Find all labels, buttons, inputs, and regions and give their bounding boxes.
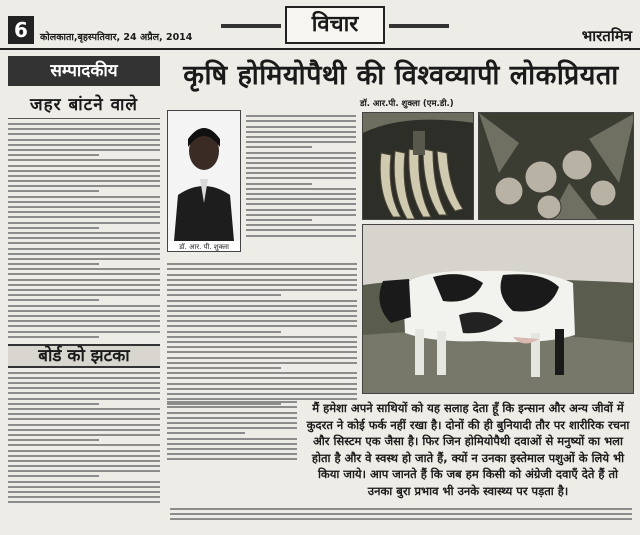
newspaper-brand: भारतमित्र bbox=[581, 27, 632, 45]
banana-photo bbox=[362, 112, 474, 220]
text-line bbox=[8, 248, 160, 250]
text-line bbox=[8, 403, 99, 405]
text-line bbox=[8, 263, 99, 265]
article-column-d bbox=[167, 398, 297, 463]
text-line bbox=[8, 180, 160, 182]
text-line bbox=[246, 177, 356, 179]
text-line bbox=[8, 284, 160, 286]
text-line bbox=[8, 325, 160, 327]
text-line bbox=[167, 274, 357, 276]
text-line bbox=[170, 513, 632, 515]
text-line bbox=[8, 475, 99, 477]
text-line bbox=[8, 413, 160, 415]
author-photo-caption: डॉ. आर. पी. शुक्ला bbox=[179, 243, 229, 251]
text-line bbox=[8, 211, 160, 213]
text-line bbox=[8, 216, 160, 218]
text-line bbox=[167, 393, 357, 395]
text-line bbox=[246, 224, 356, 226]
text-line bbox=[8, 320, 160, 322]
text-line bbox=[8, 268, 160, 270]
text-line bbox=[8, 455, 160, 457]
text-line bbox=[246, 141, 356, 143]
text-line bbox=[170, 508, 632, 510]
text-line bbox=[246, 203, 356, 205]
text-line bbox=[167, 401, 297, 403]
text-line bbox=[8, 289, 160, 291]
text-line bbox=[8, 149, 160, 151]
text-line bbox=[8, 242, 160, 244]
text-line bbox=[167, 300, 357, 302]
text-line bbox=[8, 418, 160, 420]
text-line bbox=[8, 232, 160, 234]
text-line bbox=[246, 235, 356, 237]
text-line bbox=[167, 294, 281, 296]
text-line bbox=[167, 341, 357, 343]
text-line bbox=[8, 279, 160, 281]
page-number: 6 bbox=[8, 16, 34, 44]
text-line bbox=[8, 144, 160, 146]
text-line bbox=[8, 398, 160, 400]
text-line bbox=[167, 383, 357, 385]
text-line bbox=[8, 424, 160, 426]
text-line bbox=[167, 422, 297, 424]
text-line bbox=[8, 444, 160, 446]
tomato-photo bbox=[478, 112, 634, 220]
article-column-a bbox=[246, 112, 356, 240]
text-line bbox=[8, 253, 160, 255]
text-line bbox=[167, 325, 357, 327]
text-line bbox=[8, 310, 160, 312]
text-line bbox=[8, 170, 160, 172]
text-line bbox=[246, 120, 356, 122]
text-line bbox=[8, 315, 160, 317]
text-line bbox=[167, 289, 357, 291]
text-line bbox=[8, 258, 160, 260]
text-line bbox=[167, 268, 357, 270]
editorial-label: सम्पादकीय bbox=[8, 56, 160, 86]
text-line bbox=[8, 392, 160, 394]
text-line bbox=[170, 518, 632, 520]
author-photo bbox=[167, 110, 241, 252]
editorial-headline: जहर बांटने वाले bbox=[8, 92, 160, 119]
text-line bbox=[8, 486, 160, 488]
text-line bbox=[246, 183, 312, 185]
text-line bbox=[246, 152, 356, 154]
text-line bbox=[167, 448, 297, 450]
text-line bbox=[8, 429, 160, 431]
text-line bbox=[246, 131, 356, 133]
text-line bbox=[8, 465, 160, 467]
text-line bbox=[8, 439, 99, 441]
text-line bbox=[8, 154, 99, 156]
dateline: कोलकाता,बृहस्पतिवार, 24 अप्रैल, 2014 bbox=[40, 32, 193, 43]
editorial-column bbox=[8, 56, 160, 528]
article-byline: डॉ. आर.पी. शुक्ला (एम.डी.) bbox=[360, 99, 454, 109]
text-line bbox=[8, 481, 160, 483]
page-header bbox=[0, 0, 640, 50]
text-line bbox=[8, 139, 160, 141]
text-line bbox=[167, 438, 297, 440]
text-line bbox=[167, 346, 357, 348]
text-line bbox=[8, 460, 160, 462]
text-line bbox=[246, 209, 356, 211]
text-line bbox=[246, 126, 356, 128]
text-line bbox=[246, 229, 356, 231]
text-line bbox=[8, 206, 160, 208]
text-line bbox=[246, 193, 356, 195]
text-line bbox=[167, 320, 357, 322]
text-line bbox=[167, 417, 297, 419]
text-line bbox=[8, 128, 160, 130]
text-line bbox=[8, 377, 160, 379]
tomato-image bbox=[479, 113, 634, 220]
text-line bbox=[8, 372, 160, 374]
text-line bbox=[8, 501, 160, 503]
text-line bbox=[167, 362, 357, 364]
text-line bbox=[246, 162, 356, 164]
text-line bbox=[8, 336, 99, 338]
banana-image bbox=[363, 113, 474, 220]
text-line bbox=[167, 427, 297, 429]
text-line bbox=[167, 310, 357, 312]
editorial-second-headline: बोर्ड को झटका bbox=[8, 344, 160, 368]
text-line bbox=[167, 406, 297, 408]
editorial-body-text bbox=[8, 123, 160, 338]
text-line bbox=[167, 357, 357, 359]
text-line bbox=[8, 450, 160, 452]
text-line bbox=[167, 279, 357, 281]
text-line bbox=[167, 412, 297, 414]
text-line bbox=[8, 185, 160, 187]
article-column-b bbox=[167, 260, 357, 408]
text-line bbox=[8, 305, 160, 307]
text-line bbox=[246, 214, 356, 216]
text-line bbox=[167, 432, 245, 434]
text-line bbox=[167, 284, 357, 286]
text-line bbox=[8, 387, 160, 389]
text-line bbox=[167, 336, 357, 338]
text-line bbox=[246, 146, 312, 148]
text-line bbox=[167, 458, 297, 460]
text-line bbox=[8, 190, 99, 192]
text-line bbox=[8, 273, 160, 275]
text-line bbox=[8, 496, 160, 498]
cow-image bbox=[363, 225, 634, 394]
text-line bbox=[246, 188, 356, 190]
text-line bbox=[167, 443, 297, 445]
text-line bbox=[8, 175, 160, 177]
text-line bbox=[8, 201, 160, 203]
text-line bbox=[8, 491, 160, 493]
text-line bbox=[246, 198, 356, 200]
person-silhouette-icon bbox=[168, 111, 240, 241]
text-line bbox=[246, 115, 356, 117]
text-line bbox=[8, 133, 160, 135]
text-line bbox=[8, 159, 160, 161]
text-line bbox=[8, 382, 160, 384]
text-line bbox=[246, 172, 356, 174]
text-line bbox=[8, 434, 160, 436]
text-line bbox=[8, 331, 160, 333]
text-line bbox=[167, 315, 357, 317]
text-line bbox=[167, 377, 357, 379]
text-line bbox=[246, 136, 356, 138]
section-title: विचार bbox=[285, 6, 385, 44]
pull-quote: मैं हमेशा अपने साथियों को यह सलाह देता हूँ कि इन्सान और अन्य जीवों में कुदरत ने कोई फर्क नहीं रखा है। दोनों की ही बुनियादी तौर पर शारीरिक रचना और सिस्टम एक जैसा है। फिर जिन होमियोपैथी दवाओं से मनुष्यों का भला होता है और वे स्वस्थ हो जाते हैं, क्यों न उनका इस्तेमाल पशुओं के लिये भी किया जाये। आप जानते हैं कि जब हम किसी को अंग्रेजी दवाएँ देते हैं तो उनका बुरा प्रभाव भी उनके स्वास्थ्य पर पड़ता है। bbox=[306, 401, 630, 498]
article-footer-text bbox=[170, 505, 632, 523]
text-line bbox=[167, 331, 281, 333]
text-line bbox=[8, 196, 160, 198]
text-line bbox=[8, 222, 160, 224]
text-line bbox=[167, 367, 281, 369]
text-line bbox=[8, 123, 160, 125]
text-line bbox=[246, 167, 356, 169]
text-line bbox=[246, 157, 356, 159]
text-line bbox=[8, 408, 160, 410]
article-headline: कृषि होमियोपैथी की विश्वव्यापी लोकप्रियता bbox=[183, 60, 619, 91]
text-line bbox=[167, 372, 357, 374]
text-line bbox=[8, 294, 160, 296]
text-line bbox=[8, 470, 160, 472]
text-line bbox=[167, 305, 357, 307]
text-line bbox=[8, 227, 99, 229]
text-line bbox=[167, 263, 357, 265]
editorial-second-body-text bbox=[8, 372, 160, 504]
text-line bbox=[167, 453, 297, 455]
cow-photo bbox=[362, 224, 634, 394]
text-line bbox=[8, 237, 160, 239]
text-line bbox=[246, 219, 312, 221]
text-line bbox=[167, 388, 357, 390]
text-line bbox=[8, 299, 99, 301]
text-line bbox=[8, 165, 160, 167]
text-line bbox=[167, 351, 357, 353]
